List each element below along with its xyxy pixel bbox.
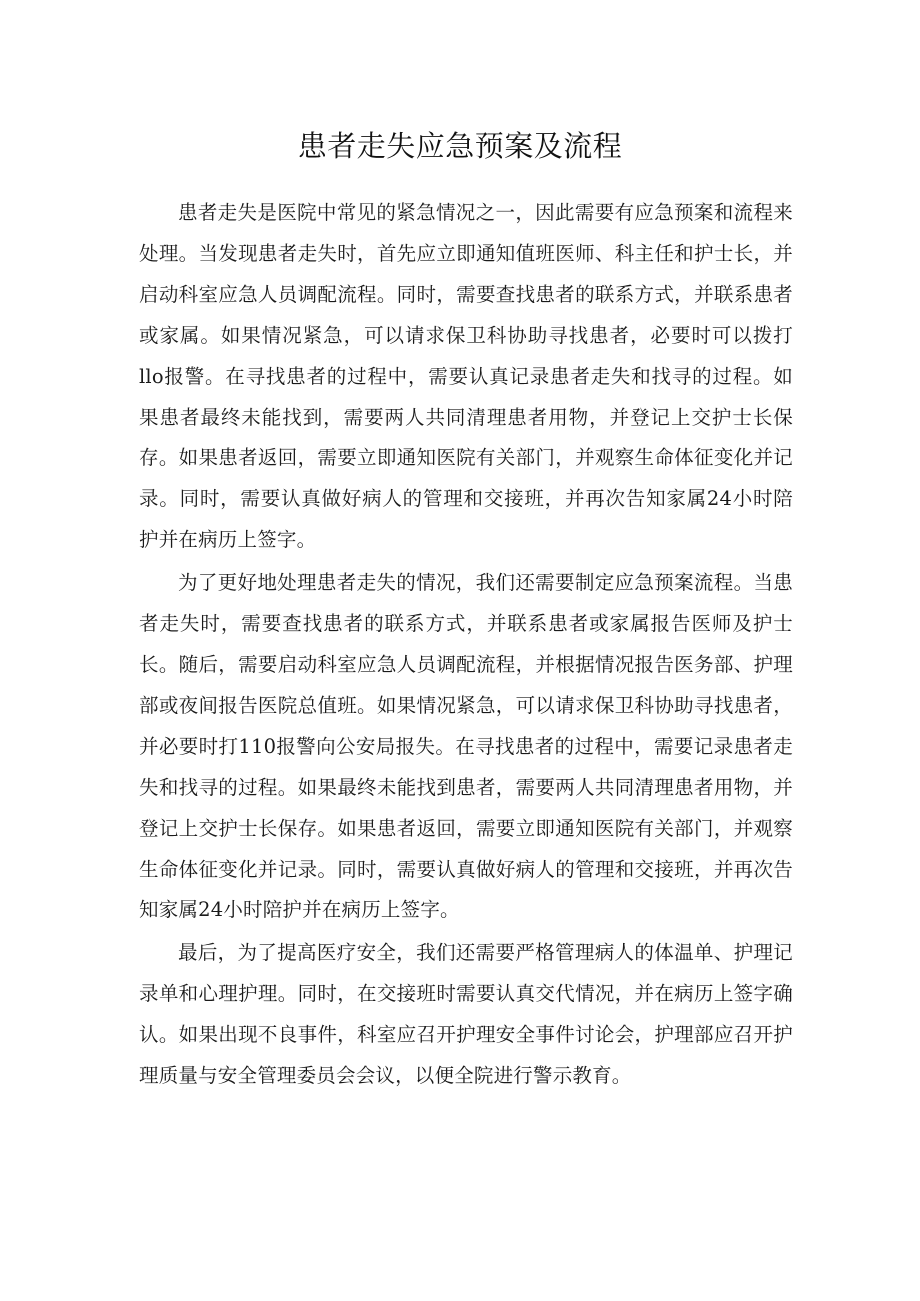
paragraph-2: 为了更好地处理患者走失的情况，我们还需要制定应急预案流程。当患者走失时，需要查找患者的联系方式，并联系患者或家属报告医师及护士长。随后，需要启动科室应急人员调配流程，并根据情况报告医务部、护理部或夜间报告医院总值班。如果情况紧急，可以请求保卫科协助寻找患者，并必要时打110报警向公安局报失。在寻找患者的过程中，需要记录患者走失和找寻的过程。如果最终未能找到患者，需要两人共同清理患者用物，并登记上交护士长保存。如果患者返回，需要立即通知医院有关部门，并观察生命体征变化并记录。同时，需要认真做好病人的管理和交接班，并再次告知家属24小时陪护并在病历上签字。 xyxy=(139,571,793,922)
document-body xyxy=(139,193,793,1097)
paragraph-3: 最后，为了提高医疗安全，我们还需要严格管理病人的体温单、护理记录单和心理护理。同时，在交接班时需要认真交代情况，并在病历上签字确认。如果出现不良事件，科室应召开护理安全事件讨论会，护理部应召开护理质量与安全管理委员会会议，以便全院进行警示教育。 xyxy=(139,941,793,1088)
document-title: 患者走失应急预案及流程 xyxy=(297,129,623,163)
paragraph-1: 患者走失是医院中常见的紧急情况之一，因此需要有应急预案和流程来处理。当发现患者走失时，首先应立即通知值班医师、科主任和护士长，并启动科室应急人员调配流程。同时，需要查找患者的联系方式，并联系患者或家属。如果情况紧急，可以请求保卫科协助寻找患者，必要时可以拨打llo报警。在寻找患者的过程中，需要认真记录患者走失和找寻的过程。如果患者最终未能找到，需要两人共同清理患者用物，并登记上交护士长保存。如果患者返回，需要立即通知医院有关部门，并观察生命体征变化并记录。同时，需要认真做好病人的管理和交接班，并再次告知家属24小时陪护并在病历上签字。 xyxy=(139,201,793,552)
